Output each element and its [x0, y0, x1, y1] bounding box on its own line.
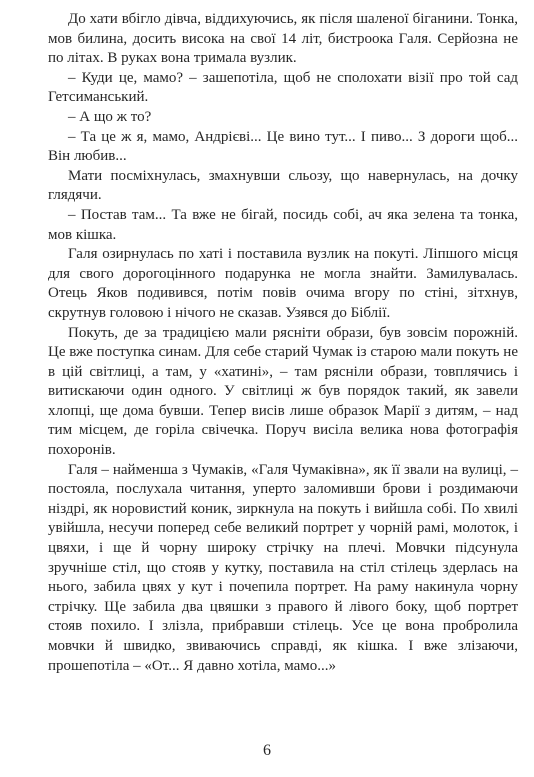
paragraph: Галя озирнулась по хаті і поставила вузлик на покуті. Ліпшого місця для свого дорогоцінного подарунка не могла знайти. Замилувалась. Отець Яков подивився, потім повів очима вгору по стіні, зітхнув, скрутнув головою і нічого не сказав. Узявся до Біблії.: [48, 246, 518, 321]
paragraph: Мати посміхнулась, змахнувши сльозу, що навернулась, на дочку глядячи.: [48, 167, 518, 204]
paragraph: – Та це ж я, мамо, Андрієві... Це вино тут... І пиво... З дороги щоб... Він любив...: [48, 128, 518, 165]
page-number: 6: [263, 742, 271, 759]
paragraph: До хати вбігло дівча, віддихуючись, як після шаленої біганини. Тонка, мов билина, досить висока на свої 14 літ, бистроока Галя. Серйозна не по літах. В руках вона тримала вузлик.: [48, 11, 518, 67]
paragraph: Покуть, де за традицією мали рясніти образи, був зовсім порожній. Це вже поступка синам. Для себе старий Чумак із старою мали покуть не в цій світлиці, а там, у «хатині», – там рясніли образи, товплячись і витискаючи один одного. У світлиці ж був порядок такий, як завели хлопці, ще дома бувши. Тепер висів лише образок Марії з дитям, – над тим місцем, де горіла свічечка. Поруч висіла велика нова фотографія похоронів.: [48, 324, 518, 459]
text-body: [48, 10, 518, 676]
paragraph: – А що ж то?: [68, 108, 152, 125]
paragraph: – Куди це, мамо? – зашепотіла, щоб не сполохати візії про той сад Гетсиманський.: [48, 69, 518, 106]
paragraph: – Постав там... Та вже не бігай, посидь собі, ач яка зелена та тонка, мов кішка.: [48, 206, 518, 243]
paragraph: Галя – найменша з Чумаків, «Галя Чумаківна», як її звали на вулиці, – постояла, послухала читання, уперто заломивши брови і роздимаючи ніздрі, як норовистий коник, зиркнула на покуть і вийшла собі. По хвилі увійшла, несучи поперед себе великий портрет у чорній рамі, молоток, і цвяхи, і ще й чорну широку стрічку на плечі. Мовчки підсунула зручніше стіл, що стояв у кутку, поставила на стіл стілець здерлась на нього, забила цвях у кут і почепила портрет. На раму накинула чорну стрічку. Ще забила два цвяшки з правого й лівого боку, щоб портрет стояв похило. І злізла, прибравши стілець. Усе це вона пробролила мовчки й швидко, звиваючись справді, як кішка. І вже злізаючи, прошепотіла – «От... Я давно хотіла, мамо...»: [48, 461, 518, 674]
